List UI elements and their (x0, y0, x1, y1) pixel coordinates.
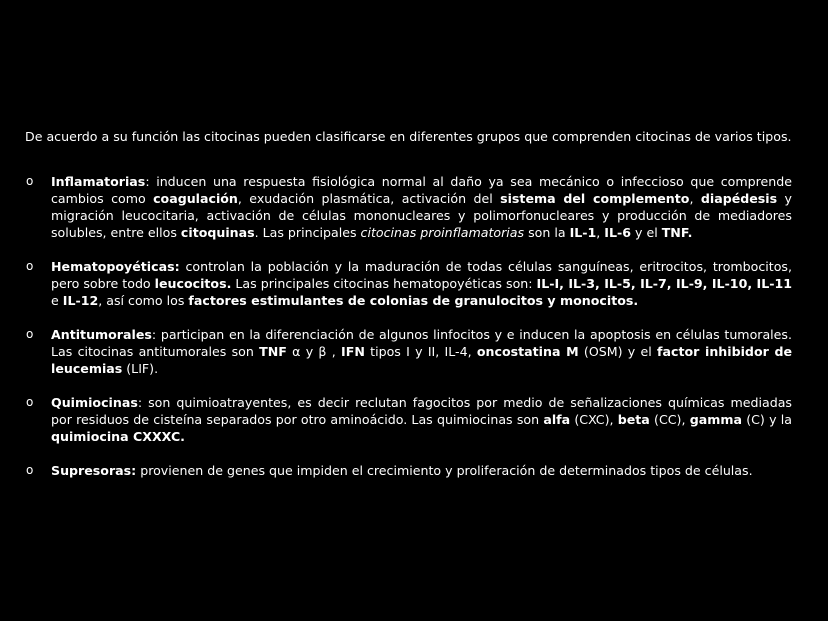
bold-term: IFN (341, 344, 365, 359)
cytokine-type-list (25, 173, 792, 479)
bold-term: IL-1 (569, 225, 597, 240)
text-run: , exudación plasmática, activación del (237, 191, 501, 206)
bold-term: gamma (689, 412, 742, 427)
list-item (25, 462, 792, 479)
text-run: (OSM) y el (578, 344, 658, 359)
bold-term: Supresoras: (51, 463, 137, 478)
bullet-marker: o (26, 174, 34, 188)
bold-term: Antitumorales (51, 327, 152, 342)
text-run: (C) y la (741, 412, 792, 427)
slide-content (25, 128, 792, 496)
list-item (25, 394, 792, 445)
bold-term: factor inhibidor de leucemias (51, 344, 793, 376)
list-item (25, 173, 792, 241)
list-item (25, 258, 792, 309)
bold-term: Hematopoyéticas: (51, 259, 180, 274)
text-run: y el (630, 225, 662, 240)
bullet-marker: o (26, 395, 34, 409)
bold-term: IL-I, IL-3, IL-5, IL-7, IL-9, IL-10, IL-11 (536, 276, 792, 291)
text-run: y migración leucocitaria, activación de células mononucleares y polimorfonucleares y producción de mediadores solubles, entre ellos (51, 191, 792, 240)
bold-term: factores estimulantes de colonias de granulocitos y monocitos. (188, 293, 639, 308)
bold-term: Inflamatorias (51, 174, 146, 189)
text-run: , (596, 225, 605, 240)
text-run: : participan en la diferenciación de algunos linfocitos y e inducen la apoptosis en células tumorales. Las citocinas antitumorales son (51, 327, 792, 359)
text-run: Las principales citocinas hematopoyéticas son: (231, 276, 537, 291)
bold-term: leucocitos. (154, 276, 232, 291)
text-run: son la (524, 225, 570, 240)
bullet-marker: o (26, 259, 34, 273)
text-run: : inducen una respuesta fisiológica normal al daño ya sea mecánico o infeccioso que comprende cambios como (51, 174, 792, 206)
italic-term: citocinas proinflamatorias (360, 225, 525, 240)
bold-term: Quimiocinas (51, 395, 138, 410)
text-run: : son quimioatrayentes, es decir reclutan fagocitos por medio de señalizaciones químicas mediadas por residuos de cisteína separados por otro aminoácido. Las quimiocinas son (51, 395, 792, 427)
bold-term: coagulación (153, 191, 238, 206)
text-run: provienen de genes que impiden el crecimiento y proliferación de determinados tipos de células. (136, 463, 753, 478)
bold-term: TNF. (661, 225, 693, 240)
bold-term: alfa (543, 412, 571, 427)
bullet-marker: o (26, 327, 34, 341)
intro-paragraph: De acuerdo a su función las citocinas pueden clasificarse en diferentes grupos que comprenden citocinas de varios tipos. (25, 129, 792, 144)
text-run: (CC), (649, 412, 690, 427)
text-run: controlan la población y la maduración de todas células sanguíneas, eritrocitos, trombocitos, pero sobre todo (51, 259, 792, 291)
bold-term: citoquinas (180, 225, 255, 240)
text-run: α y β , (286, 344, 342, 359)
bold-term: TNF (259, 344, 287, 359)
bold-term: IL-6 (604, 225, 631, 240)
text-run: (LIF). (122, 361, 159, 376)
text-run: (CXC), (570, 412, 618, 427)
bold-term: diapédesis (700, 191, 778, 206)
text-run: tipos I y II, IL-4, (364, 344, 477, 359)
list-item (25, 326, 792, 377)
bullet-marker: o (26, 463, 34, 477)
text-run: e (51, 293, 63, 308)
bold-term: beta (617, 412, 650, 427)
text-run: . Las principales (254, 225, 361, 240)
text-run: , así como los (98, 293, 189, 308)
text-run: , (689, 191, 701, 206)
bold-term: IL-12 (62, 293, 99, 308)
bold-term: quimiocina CXXXC. (51, 429, 185, 444)
bold-term: sistema del complemento (500, 191, 690, 206)
bold-term: oncostatina M (476, 344, 579, 359)
